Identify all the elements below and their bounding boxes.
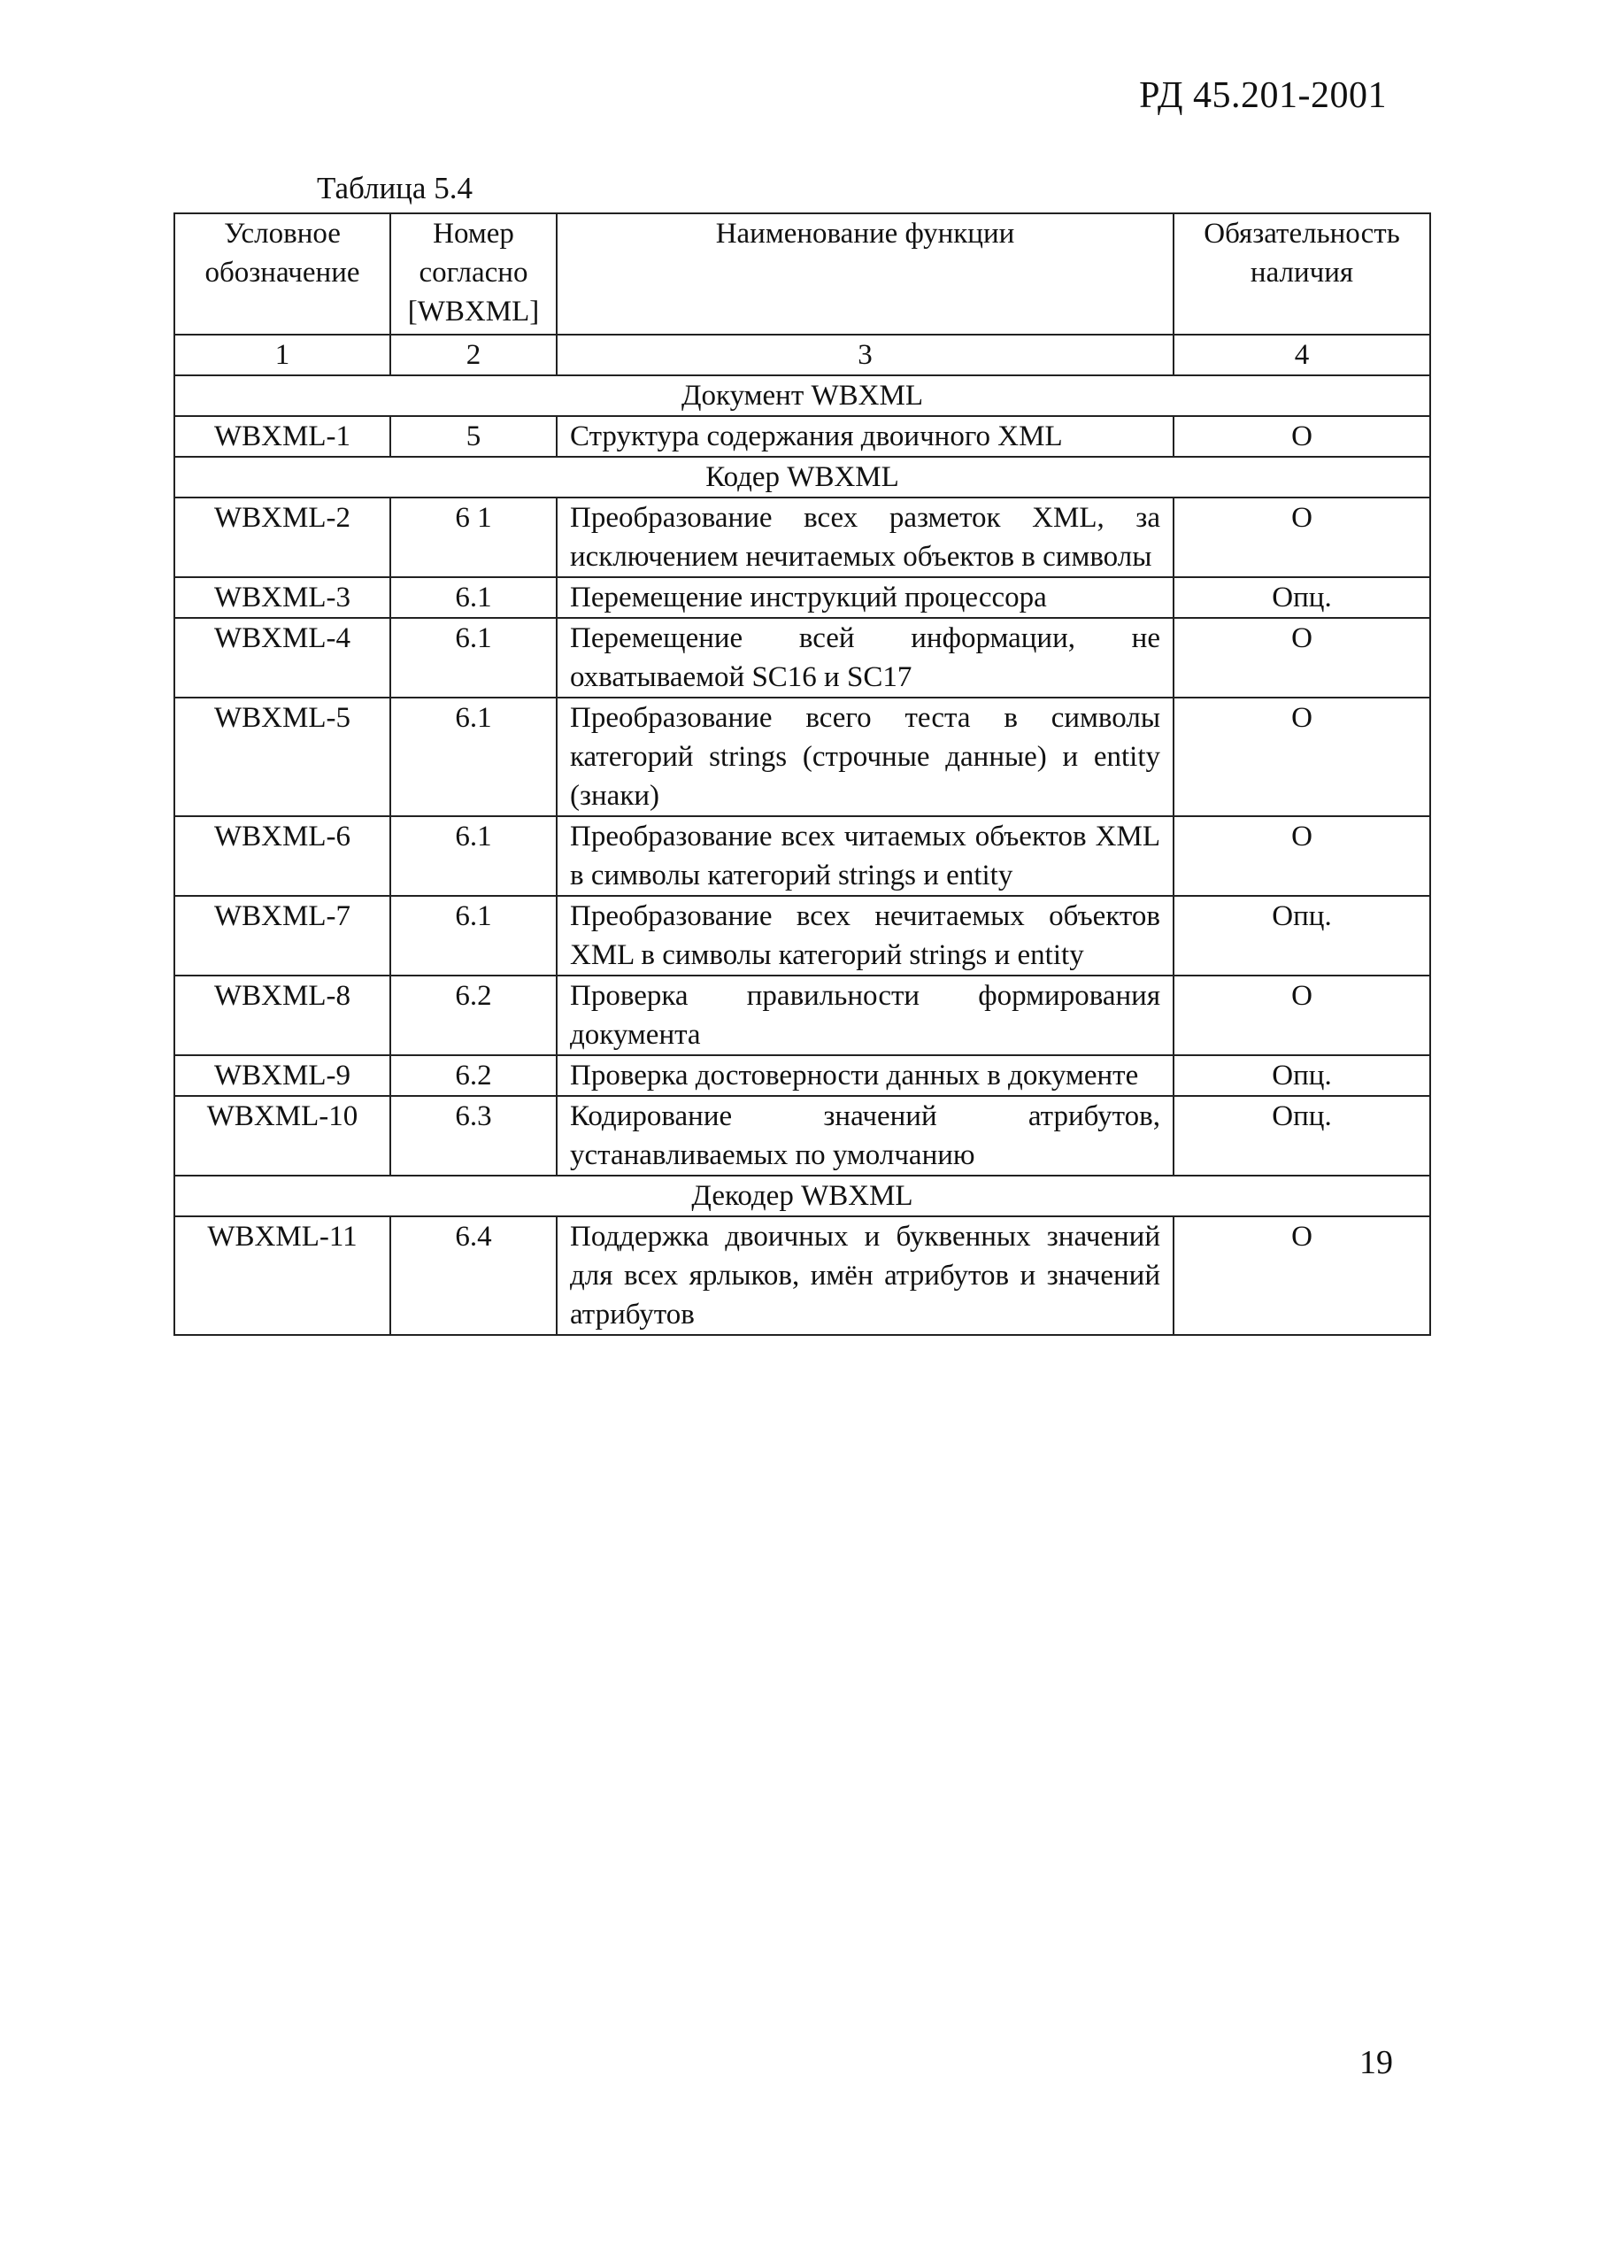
row-function-name: Преобразование всех читаемых объектов XML в символы категорий strings и entity	[557, 816, 1174, 896]
page-number: 19	[1359, 2044, 1393, 2081]
table-row	[174, 618, 1430, 698]
row-function-name: Перемещение всей информации, не охватываемой SC16 и SC17	[557, 618, 1174, 698]
section-row	[174, 457, 1430, 498]
row-function-name: Проверка достоверности данных в документе	[557, 1055, 1174, 1096]
row-id: WBXML-11	[174, 1216, 390, 1335]
row-function-name: Преобразование всего теста в символы категорий strings (строчные данные) и entity (знаки)	[557, 698, 1174, 816]
row-id: WBXML-7	[174, 896, 390, 976]
column-number: 2	[390, 335, 557, 375]
row-number: 6.1	[390, 618, 557, 698]
row-requirement: О	[1174, 498, 1430, 577]
table-row	[174, 896, 1430, 976]
table-row	[174, 698, 1430, 816]
row-number: 6.2	[390, 976, 557, 1055]
row-id: WBXML-4	[174, 618, 390, 698]
table-header-row	[174, 213, 1430, 335]
row-requirement: О	[1174, 618, 1430, 698]
table-row	[174, 577, 1430, 618]
column-number: 4	[1174, 335, 1430, 375]
row-id: WBXML-9	[174, 1055, 390, 1096]
row-requirement: О	[1174, 1216, 1430, 1335]
row-number: 6.3	[390, 1096, 557, 1176]
section-title: Кодер WBXML	[174, 457, 1430, 498]
row-id: WBXML-3	[174, 577, 390, 618]
row-requirement: Опц.	[1174, 896, 1430, 976]
row-number: 6.4	[390, 1216, 557, 1335]
section-title: Документ WBXML	[174, 375, 1430, 416]
table-row	[174, 1216, 1430, 1335]
row-requirement: О	[1174, 698, 1430, 816]
table-row	[174, 498, 1430, 577]
row-id: WBXML-1	[174, 416, 390, 457]
row-function-name: Поддержка двоичных и буквенных значений для всех ярлыков, имён атрибутов и значений атрибутов	[557, 1216, 1174, 1335]
column-header-requirement: Обязательность наличия	[1174, 213, 1430, 335]
section-row	[174, 1176, 1430, 1216]
row-function-name: Проверка правильности формирования документа	[557, 976, 1174, 1055]
column-number-row	[174, 335, 1430, 375]
row-id: WBXML-8	[174, 976, 390, 1055]
row-requirement: О	[1174, 976, 1430, 1055]
row-function-name: Перемещение инструкций процессора	[557, 577, 1174, 618]
table-row	[174, 816, 1430, 896]
row-function-name: Преобразование всех нечитаемых объектов XML в символы категорий strings и entity	[557, 896, 1174, 976]
requirements-table	[173, 212, 1431, 1336]
column-number: 1	[174, 335, 390, 375]
row-number: 5	[390, 416, 557, 457]
row-requirement: Опц.	[1174, 1055, 1430, 1096]
row-requirement: Опц.	[1174, 1096, 1430, 1176]
row-requirement: О	[1174, 416, 1430, 457]
row-id: WBXML-2	[174, 498, 390, 577]
table-caption: Таблица 5.4	[317, 171, 473, 205]
row-id: WBXML-10	[174, 1096, 390, 1176]
row-function-name: Кодирование значений атрибутов, устанавливаемых по умолчанию	[557, 1096, 1174, 1176]
row-id: WBXML-5	[174, 698, 390, 816]
table-row	[174, 976, 1430, 1055]
row-number: 6.2	[390, 1055, 557, 1096]
column-header-designation: Условное обозначение	[174, 213, 390, 335]
row-requirement: Опц.	[1174, 577, 1430, 618]
column-header-number: Номер согласно [WBXML]	[390, 213, 557, 335]
section-title: Декодер WBXML	[174, 1176, 1430, 1216]
row-number: 6.1	[390, 577, 557, 618]
row-function-name: Преобразование всех разметок XML, за исключением нечитаемых объектов в символы	[557, 498, 1174, 577]
row-number: 6.1	[390, 896, 557, 976]
column-number: 3	[557, 335, 1174, 375]
row-number: 6 1	[390, 498, 557, 577]
table-row	[174, 1055, 1430, 1096]
column-header-function-name: Наименование функции	[557, 213, 1174, 335]
row-number: 6.1	[390, 816, 557, 896]
row-id: WBXML-6	[174, 816, 390, 896]
table-row	[174, 1096, 1430, 1176]
row-function-name: Структура содержания двоичного XML	[557, 416, 1174, 457]
row-requirement: О	[1174, 816, 1430, 896]
document-id: РД 45.201-2001	[1139, 75, 1387, 116]
row-number: 6.1	[390, 698, 557, 816]
section-row	[174, 375, 1430, 416]
table-row	[174, 416, 1430, 457]
